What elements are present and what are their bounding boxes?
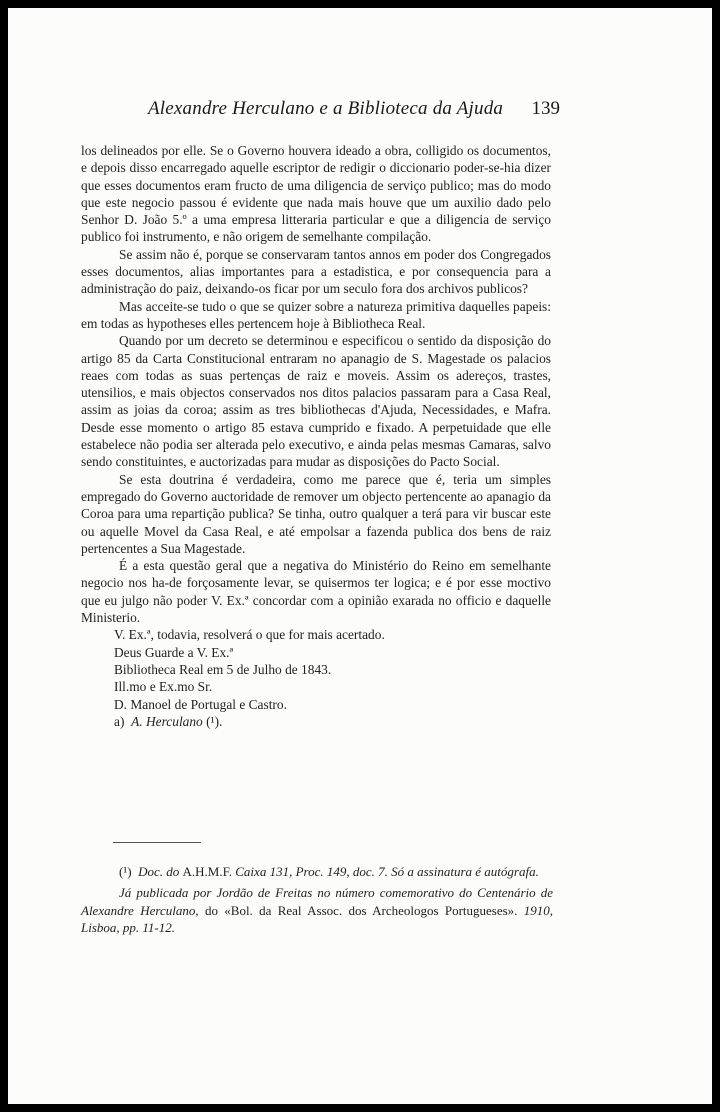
signature-prefix: a) bbox=[114, 713, 125, 729]
running-head bbox=[148, 98, 568, 122]
paragraph-2: Se assim não é, porque se conservaram tantos annos em poder dos Congregados esses documentos, alias importantes para a estadistica, e por consequencia para a administração do paiz, deixando-os ficar por um seculo fora dos archivos publicos? bbox=[81, 246, 551, 297]
paragraph-1: los delineados por elle. Se o Governo houvera ideado a obra, colligido os documentos, e depois disso encarregado aquelle escriptor de redigir o diccionario poder-se-hia dizer que esses documentos eram fructo de uma diligencia de serviço publico; mas do modo que este negocio passou é evidente que nada mais houve que um auxilio dado pelo Senhor D. João 5.º a uma empresa litteraria particular e que a diligencia de serviço publico foi instrumento, e não origem de semelhante compilação. bbox=[81, 143, 551, 245]
footnotes bbox=[81, 863, 553, 941]
running-title: Alexandre Herculano e a Biblioteca da Ajuda bbox=[148, 98, 504, 119]
page-number: 139 bbox=[531, 98, 560, 119]
paragraph-4: Quando por um decreto se determinou e especificou o sentido da disposição do artigo 85 da Carta Constitucional entraram no apanagio de S. Magestade os palacios reaes com todas as suas pertenças de raiz e moveis. Assim os adereços, trastes, utensilios, e mais objectos conservados nos ditos palacios passaram para a Casa Real, assim as joias da coroa; assim as tres bibliothecas d'Ajuda, Necessidades, e Mafra. Desde esse momento o artigo 85 estava cumprido e fixado. A perpetuidade que elle estabelece não podia ser alterada pelo executivo, e ainda pelas mesmas Camaras, salvo sendo constituintes, e auctorizadas para mudar as disposições do Pacto Social. bbox=[81, 333, 551, 470]
footnote-rule bbox=[113, 842, 201, 843]
document-page bbox=[8, 8, 712, 1104]
footnote-2: Já publicada por Jordão de Freitas no número comemorativo do Centenário de Alexandre Herculano, do «Bol. da Real Assoc. dos Archeologos Portugueses». 1910, Lisboa, pp. 11-12. bbox=[81, 885, 554, 936]
footnote-1: (¹) Doc. do A.H.M.F. Caixa 131, Proc. 149, doc. 7. Só a assinatura é autógrafa. bbox=[119, 864, 539, 879]
footnote-1-marker: (¹) bbox=[119, 864, 132, 879]
paragraph-6: É a esta questão geral que a negativa do Ministério do Reino em semelhante negocio nos ha-de forçosamente levar, se quisermos ter logica; e é por esse moctivo que eu julgo não poder V. Ex.ª concordar com a opinião exarada no officio e daquelle Ministerio. bbox=[81, 558, 551, 626]
body-text bbox=[81, 142, 551, 730]
paragraph-7: V. Ex.ª, todavia, resolverá o que for mais acertado. bbox=[114, 627, 385, 643]
closing-place-date: Bibliotheca Real em 5 de Julho de 1843. bbox=[114, 661, 332, 677]
signature-name: A. Herculano bbox=[131, 713, 203, 729]
paragraph-5: Se esta doutrina é verdadeira, como me parece que é, teria um simples empregado do Governo auctoridade de remover um objecto pertencente ao apanagio da Coroa para uma repartição publica? Se tinha, outro qualquer a terá para vir buscar este ou aquelle Movel da Casa Real, e até empolsar a fazenda publica dos bens de raiz pertencentes a Sua Magestade. bbox=[81, 471, 551, 556]
signature-line bbox=[81, 713, 551, 730]
closing-salutation: Ill.mo e Ex.mo Sr. bbox=[114, 679, 213, 695]
paragraph-3: Mas acceite-se tudo o que se quizer sobre a natureza primitiva daquelles papeis: em todas as hypotheses elles pertencem hoje à Bibliotheca Real. bbox=[81, 298, 551, 331]
closing-greeting: Deus Guarde a V. Ex.ª bbox=[114, 644, 234, 660]
closing-addressee: D. Manoel de Portugal e Castro. bbox=[114, 696, 287, 712]
signature-note-marker: (¹). bbox=[206, 713, 223, 729]
